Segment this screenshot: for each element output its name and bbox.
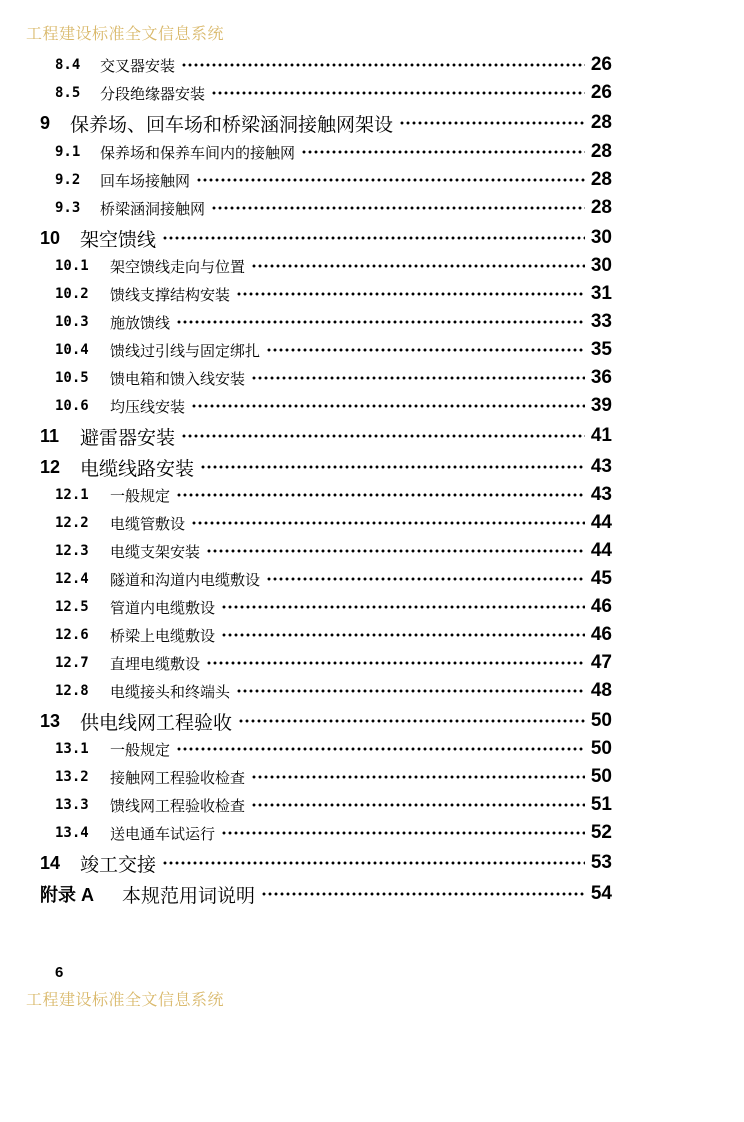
dot-leader [200, 464, 585, 470]
toc-entry-page: 45 [590, 568, 612, 589]
dot-leader [191, 403, 585, 409]
dot-leader [251, 774, 585, 780]
toc-entry-page: 52 [590, 822, 612, 843]
dot-leader [301, 149, 585, 155]
page-number: 6 [55, 964, 64, 981]
dot-leader [176, 492, 585, 498]
dot-leader [251, 802, 585, 808]
toc-entry-title: 馈线过引线与固定绑扎 [110, 341, 261, 360]
toc-entry-title: 电缆线路安装 [80, 457, 195, 480]
toc-entry-page: 36 [590, 367, 612, 388]
toc-entry-page: 50 [590, 738, 612, 759]
toc-entry-page: 44 [590, 512, 612, 533]
dot-leader [251, 263, 585, 269]
watermark-header: 工程建设标准全文信息系统 [26, 24, 225, 43]
toc-entry-number: 10.2 [55, 286, 89, 302]
toc-entry[interactable] [55, 482, 612, 508]
toc-entry-number: 12.6 [55, 627, 89, 643]
dot-leader [221, 830, 585, 836]
toc-entry-number: 10.6 [55, 398, 89, 414]
toc-entry-number: 13.4 [55, 825, 89, 841]
toc-entry[interactable] [55, 195, 612, 221]
toc-entry-number: 12.5 [55, 599, 89, 615]
dot-leader [266, 576, 585, 582]
dot-leader [236, 688, 585, 694]
toc-entry-page: 41 [590, 425, 612, 446]
toc-entry-number: 13.1 [55, 741, 89, 757]
toc-entry-number: 14 [40, 852, 61, 873]
toc-entry[interactable] [55, 594, 612, 620]
dot-leader [162, 235, 585, 241]
toc-entry-page: 33 [590, 311, 612, 332]
toc-entry-page: 46 [590, 624, 612, 645]
toc-entry-number: 9.2 [55, 172, 81, 188]
dot-leader [196, 177, 585, 183]
dot-leader [176, 319, 585, 325]
toc-entry-number: 12.2 [55, 515, 89, 531]
toc-entry[interactable] [55, 538, 612, 564]
toc-entry[interactable] [40, 881, 612, 907]
dot-leader [181, 433, 585, 439]
toc-entry-page: 28 [590, 141, 612, 162]
toc-entry-title: 分段绝缘器安装 [100, 84, 206, 103]
watermark-footer: 工程建设标准全文信息系统 [26, 990, 225, 1009]
toc-entry-number: 13 [40, 710, 61, 731]
dot-leader [221, 632, 585, 638]
toc-entry-number: 12.7 [55, 655, 89, 671]
toc-entry[interactable] [55, 678, 612, 704]
toc-entry[interactable] [55, 566, 612, 592]
toc-entry-number: 12 [40, 456, 61, 477]
toc-entry[interactable] [40, 225, 612, 251]
dot-leader [399, 120, 585, 126]
toc-entry-page: 51 [590, 794, 612, 815]
toc-entry-page: 46 [590, 596, 612, 617]
toc-entry[interactable] [55, 52, 612, 78]
toc-entry-page: 31 [590, 283, 612, 304]
toc-entry-page: 50 [590, 766, 612, 787]
dot-leader [251, 375, 585, 381]
toc-entry-page: 50 [590, 710, 612, 731]
toc-entry[interactable] [55, 736, 612, 762]
dot-leader [181, 62, 585, 68]
toc-entry-number: 12.4 [55, 571, 89, 587]
toc-entry-title: 馈线支撑结构安装 [110, 285, 231, 304]
toc-entry-page: 53 [590, 852, 612, 873]
toc-entry[interactable] [55, 365, 612, 391]
toc-entry-title: 保养场、回车场和桥梁涵洞接触网架设 [70, 113, 394, 136]
toc-entry-number: 12.8 [55, 683, 89, 699]
toc-entry-number: 10 [40, 227, 61, 248]
toc-entry-title: 管道内电缆敷设 [110, 598, 216, 617]
toc-entry-title: 竣工交接 [80, 853, 157, 876]
dot-leader [266, 347, 585, 353]
dot-leader [191, 520, 585, 526]
toc-entry-title: 架空馈线 [80, 228, 157, 251]
toc-entry-number: 10.5 [55, 370, 89, 386]
toc-entry[interactable] [55, 393, 612, 419]
toc-entry-title: 电缆接头和终端头 [110, 682, 231, 701]
toc-entry[interactable] [40, 708, 612, 734]
toc-entry-title: 一般规定 [110, 740, 171, 759]
toc-entry-number: 附录 A [40, 885, 94, 905]
toc-entry-page: 28 [590, 169, 612, 190]
dot-leader [176, 746, 585, 752]
toc-entry[interactable] [55, 510, 612, 536]
toc-entry[interactable] [55, 309, 612, 335]
toc-entry-number: 12.3 [55, 543, 89, 559]
toc-entry[interactable] [55, 622, 612, 648]
toc-entry[interactable] [55, 281, 612, 307]
toc-entry-page: 48 [590, 680, 612, 701]
toc-entry-title: 接触网工程验收检查 [110, 768, 246, 787]
dot-leader [162, 860, 585, 866]
toc-entry-title: 桥梁上电缆敷设 [110, 626, 216, 645]
toc-entry-title: 隧道和沟道内电缆敷设 [110, 570, 261, 589]
toc-entry[interactable] [55, 337, 612, 363]
toc-entry-title: 回车场接触网 [100, 171, 191, 190]
toc-entry-number: 9.3 [55, 200, 81, 216]
toc-entry-page: 47 [590, 652, 612, 673]
toc-entry-title: 馈电箱和馈入线安装 [110, 369, 246, 388]
toc-entry-title: 电缆管敷设 [110, 514, 186, 533]
toc-entry-page: 28 [590, 197, 612, 218]
toc-entry-title: 直埋电缆敷设 [110, 654, 201, 673]
toc-entry-page: 28 [590, 112, 612, 133]
dot-leader [221, 604, 585, 610]
toc-entry[interactable] [55, 80, 612, 106]
toc-entry[interactable] [40, 423, 612, 449]
toc-entry-title: 馈线网工程验收检查 [110, 796, 246, 815]
toc-entry[interactable] [55, 167, 612, 193]
toc-entry-page: 30 [590, 255, 612, 276]
toc-entry-page: 26 [590, 54, 612, 75]
toc-entry[interactable] [40, 850, 612, 876]
toc-entry-title: 送电通车试运行 [110, 824, 216, 843]
toc-entry-title: 桥梁涵洞接触网 [100, 199, 206, 218]
toc-entry-title: 均压线安装 [110, 397, 186, 416]
toc-entry-page: 39 [590, 395, 612, 416]
toc-entry[interactable] [55, 139, 612, 165]
toc-entry-number: 8.4 [55, 57, 81, 73]
dot-leader [211, 205, 585, 211]
toc-entry-page: 54 [590, 883, 612, 904]
dot-leader [206, 660, 585, 666]
toc-entry[interactable] [55, 253, 612, 279]
toc-entry[interactable] [55, 764, 612, 790]
toc-entry-number: 11 [40, 425, 60, 446]
toc-entry-page: 43 [590, 456, 612, 477]
toc-entry-title: 电缆支架安装 [110, 542, 201, 561]
toc-entry[interactable] [55, 820, 612, 846]
toc-entry-title: 交叉器安装 [100, 56, 176, 75]
toc-entry[interactable] [55, 650, 612, 676]
toc-entry-number: 8.5 [55, 85, 81, 101]
toc-entry-number: 13.3 [55, 797, 89, 813]
toc-entry-title: 避雷器安装 [80, 426, 176, 449]
toc-entry-number: 10.3 [55, 314, 89, 330]
toc-entry-number: 12.1 [55, 487, 89, 503]
toc-entry-number: 10.4 [55, 342, 89, 358]
toc-entry-number: 9 [40, 112, 51, 133]
toc-entry[interactable] [40, 454, 612, 480]
dot-leader [236, 291, 585, 297]
toc-entry-title: 一般规定 [110, 486, 171, 505]
toc-entry[interactable] [55, 792, 612, 818]
toc-entry-number: 13.2 [55, 769, 89, 785]
dot-leader [206, 548, 585, 554]
dot-leader [211, 90, 585, 96]
toc-entry-title: 供电线网工程验收 [80, 711, 233, 734]
toc-entry-title: 施放馈线 [110, 313, 171, 332]
toc-entry-title: 架空馈线走向与位置 [110, 257, 246, 276]
toc-entry-page: 43 [590, 484, 612, 505]
toc-entry-title: 保养场和保养车间内的接触网 [100, 143, 296, 162]
toc-entry-page: 44 [590, 540, 612, 561]
toc-entry-title: 本规范用词说明 [122, 884, 256, 907]
toc-entry[interactable] [40, 110, 612, 136]
dot-leader [238, 718, 585, 724]
toc-entry-number: 10.1 [55, 258, 89, 274]
toc-entry-page: 30 [590, 227, 612, 248]
toc-entry-page: 26 [590, 82, 612, 103]
toc-entry-number: 9.1 [55, 144, 81, 160]
toc-entry-page: 35 [590, 339, 612, 360]
dot-leader [261, 891, 585, 897]
